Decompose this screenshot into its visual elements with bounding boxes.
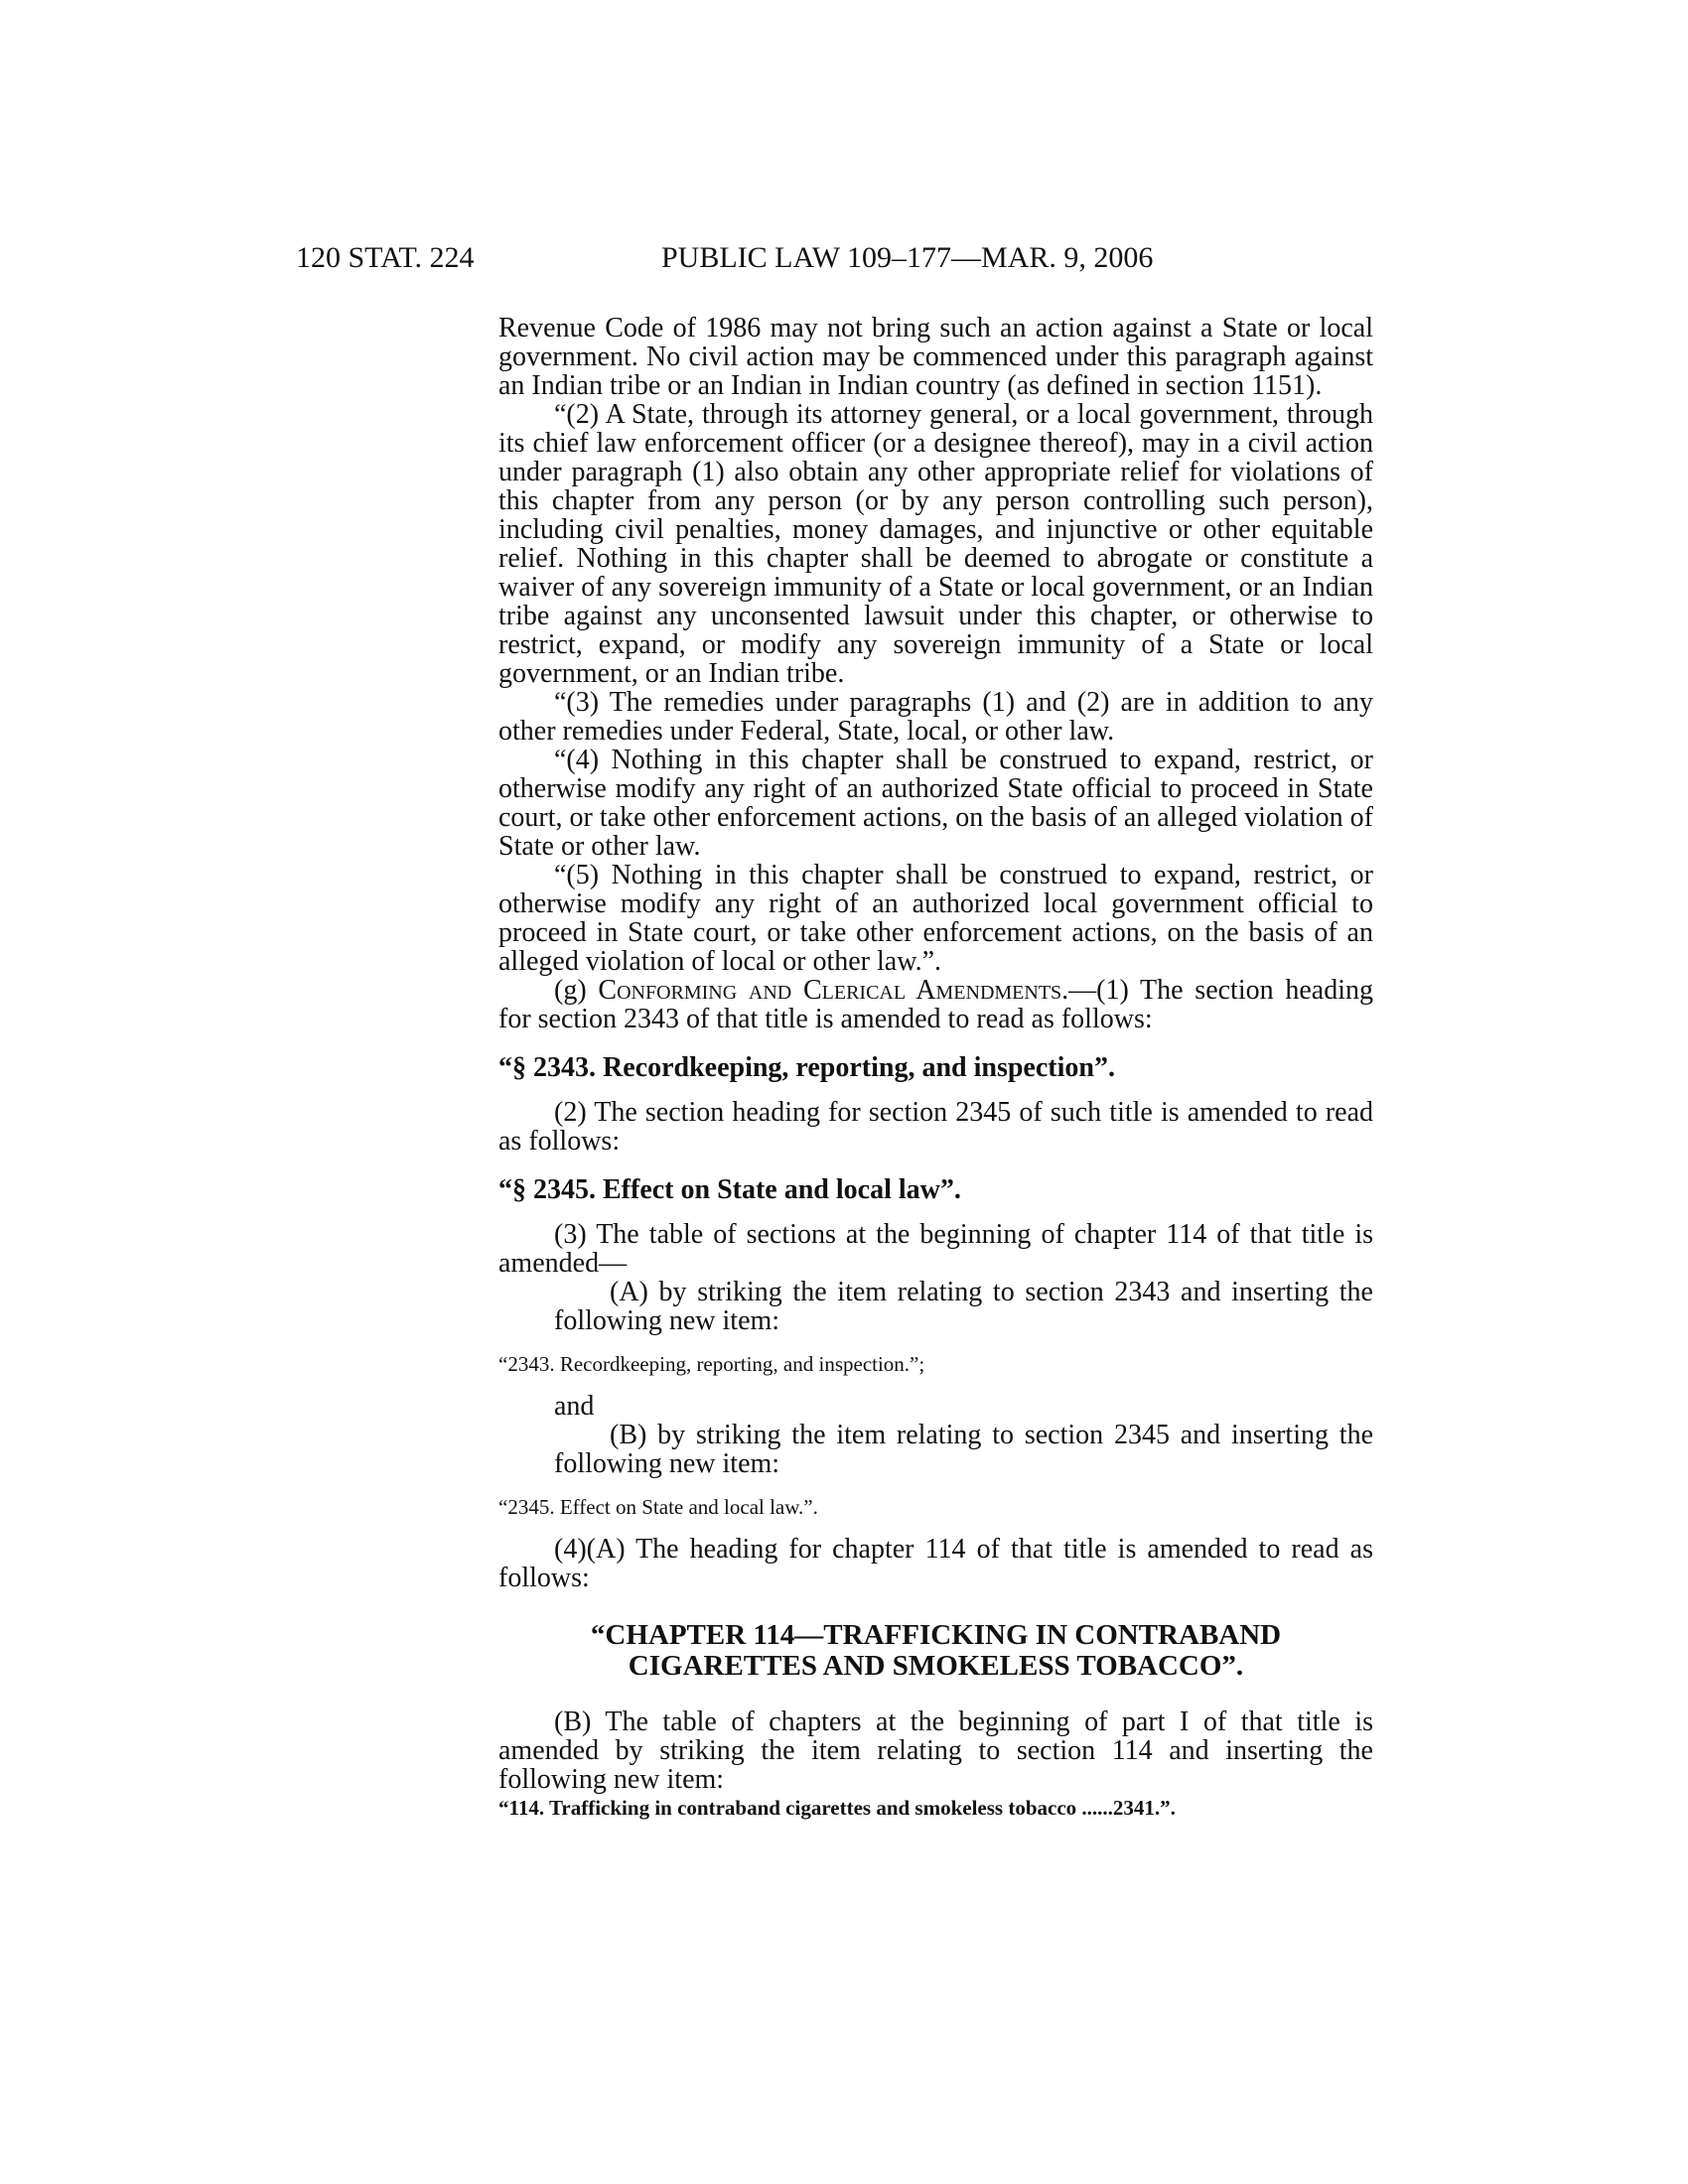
and-connector: and <box>554 1391 595 1422</box>
paragraph-4: “(4) Nothing in this chapter shall be construed to expand, restrict, or otherwise modify any right of an authorized State official to proceed in State court, or take other enforcement actions, on the basis of an alleged violation of State or other law. <box>498 745 1373 862</box>
chapter-heading <box>498 1620 1373 1682</box>
section-heading-2343: “§ 2343. Recordkeeping, reporting, and inspection”. <box>498 1052 1115 1083</box>
paragraph-g2: (2) The section heading for section 2345 of such title is amended to read as follows: <box>498 1097 1373 1157</box>
paragraph-continuation: Revenue Code of 1986 may not bring such an action against a State or local government. No civil action may be commenced under this paragraph against an Indian tribe or an Indian in Indian country (as defined in section 1151). <box>498 313 1373 401</box>
subsection-g-heading: Conforming and Clerical Amendments <box>598 975 1062 1006</box>
item-b: (B) by striking the item relating to section 2345 and inserting the following new item: <box>554 1420 1373 1479</box>
chapter-heading-line-1: “CHAPTER 114—TRAFFICKING IN CONTRABAND <box>590 1619 1282 1651</box>
body-text <box>498 314 1373 1822</box>
paragraph-g3: (3) The table of sections at the beginning of chapter 114 of that title is amended— <box>498 1219 1373 1279</box>
chapter-heading-line-2: CIGARETTES AND SMOKELESS TOBACCO”. <box>628 1650 1244 1682</box>
paragraph-5: “(5) Nothing in this chapter shall be construed to expand, restrict, or otherwise modify any right of an authorized local government official to proceed in State court, or take other enforcement actions, on the basis of an alleged violation of local or other law.”. <box>498 860 1373 977</box>
subsection-g-label: (g) <box>554 975 599 1006</box>
section-heading-2345: “§ 2345. Effect on State and local law”. <box>498 1174 961 1205</box>
item-a: (A) by striking the item relating to section 2343 and inserting the following new item: <box>554 1277 1373 1336</box>
toc-item-2343: “2343. Recordkeeping, reporting, and inspection.”; <box>498 1352 925 1376</box>
paragraph-g4a: (4)(A) The heading for chapter 114 of that title is amended to read as follows: <box>498 1534 1373 1593</box>
law-title: PUBLIC LAW 109–177—MAR. 9, 2006 <box>661 241 1154 274</box>
chapter-table-item: “114. Trafficking in contraband cigarettes and smokeless tobacco ......2341.”. <box>498 1796 1176 1820</box>
stat-reference: 120 STAT. 224 <box>296 241 475 274</box>
subsection-g-text: .—(1) The section heading for section 2343 of that title is amended to read as follows: <box>498 975 1373 1034</box>
paragraph-3: “(3) The remedies under paragraphs (1) and (2) are in addition to any other remedies under Federal, State, local, or other law. <box>498 687 1373 747</box>
toc-item-2345: “2345. Effect on State and local law.”. <box>498 1495 818 1519</box>
paragraph-2: “(2) A State, through its attorney general, or a local government, through its chief law enforcement officer (or a designee thereof), may in a civil action under paragraph (1) also obtain any other appropriate relief for violations of this chapter from any person (or by any person controlling such person), including civil penalties, money damages, and injunctive or other equitable relief. Nothing in this chapter shall be deemed to abrogate or constitute a waiver of any sovereign immunity of a State or local government, or an Indian tribe against any unconsented lawsuit under this chapter, or otherwise to restrict, expand, or modify any sovereign immunity of a State or local government, or an Indian tribe. <box>498 399 1373 689</box>
paragraph-g4b: (B) The table of chapters at the beginning of part I of that title is amended by striking the item relating to section 114 and inserting the following new item: <box>498 1706 1373 1795</box>
subsection-g <box>498 976 1373 1033</box>
running-head <box>296 238 1371 278</box>
